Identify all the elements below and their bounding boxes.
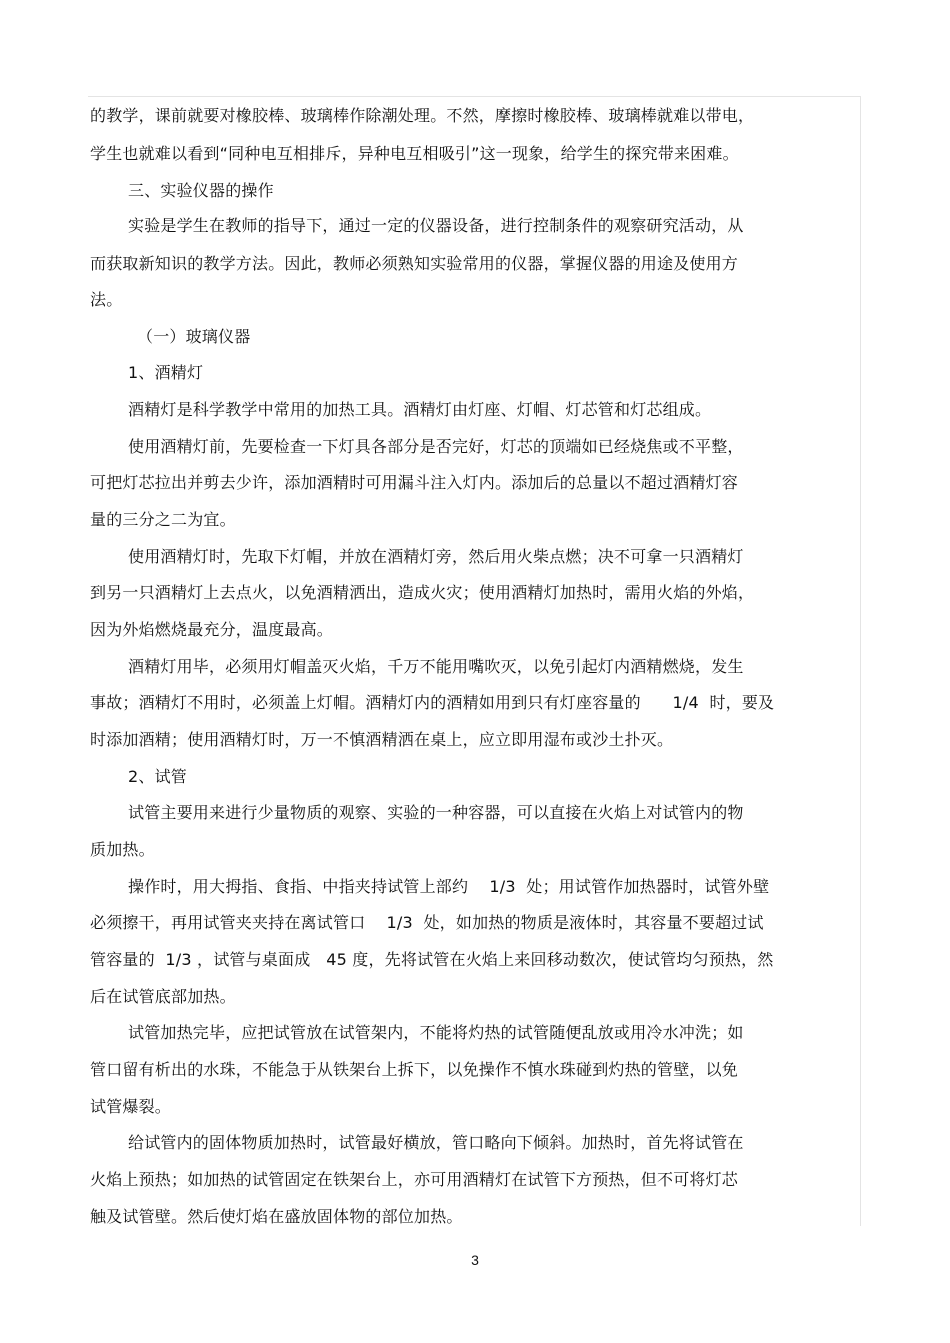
text-line: 使用酒精灯前，先要检查一下灯具各部分是否完好，灯芯的顶端如已经烧焦或不平整，	[128, 437, 744, 456]
subsection-heading: （一）玻璃仪器	[137, 327, 251, 346]
text-line: 后在试管底部加热。	[90, 987, 236, 1006]
text-line: 到另一只酒精灯上去点火，以免酒精洒出，造成火灾；使用酒精灯加热时，需用火焰的外焰，	[90, 583, 755, 602]
section-heading: 三、实验仪器的操作	[128, 181, 274, 200]
text-line: 触及试管壁。然后使灯焰在盛放固体物的部位加热。	[90, 1207, 463, 1226]
text-line: 而获取新知识的教学方法。因此，教师必须熟知实验常用的仪器，掌握仪器的用途及使用方	[90, 254, 739, 273]
text-line: 给试管内的固体物质加热时，试管最好横放，管口略向下倾斜。加热时，首先将试管在	[128, 1133, 744, 1152]
text-line: 试管爆裂。	[90, 1097, 172, 1116]
text-line: 酒精灯用毕，必须用灯帽盖灭火焰，千万不能用嘴吹灭，以免引起灯内酒精燃烧，发生	[128, 657, 744, 676]
text-line: 的教学，课前就要对橡胶棒、玻璃棒作除潮处理。不然，摩擦时橡胶棒、玻璃棒就难以带电，	[90, 106, 755, 125]
text-line: 试管主要用来进行少量物质的观察、实验的一种容器，可以直接在火焰上对试管内的物	[128, 803, 744, 822]
item-heading: 2、试管	[128, 767, 187, 786]
item-heading: 1、酒精灯	[128, 363, 204, 382]
text-line: 使用酒精灯时，先取下灯帽，并放在酒精灯旁，然后用火柴点燃；决不可拿一只酒精灯	[128, 547, 744, 566]
text-line: 因为外焰燃烧最充分，温度最高。	[90, 620, 334, 639]
text-line: 酒精灯是科学教学中常用的加热工具。酒精灯由灯座、灯帽、灯芯管和灯芯组成。	[128, 400, 712, 419]
text-line: 管容量的 1/3 ，试管与桌面成 45 度，先将试管在火焰上来回移动数次，使试管均匀预热，然	[90, 950, 774, 969]
text-line: 实验是学生在教师的指导下，通过一定的仪器设备，进行控制条件的观察研究活动，从	[128, 216, 744, 235]
text-line: 管口留有析出的水珠，不能急于从铁架台上拆下，以免操作不慎水珠碰到灼热的管壁，以免	[90, 1060, 739, 1079]
text-line: 学生也就难以看到“同种电互相排斥，异种电互相吸引”这一现象，给学生的探究带来困难。	[90, 144, 739, 163]
text-line: 事故；酒精灯不用时，必须盖上灯帽。酒精灯内的酒精如用到只有灯座容量的 1/4 时，要及	[90, 693, 775, 712]
text-line: 质加热。	[90, 840, 155, 859]
text-line: 试管加热完毕，应把试管放在试管架内，不能将灼热的试管随便乱放或用冷水冲洗；如	[128, 1023, 744, 1042]
text-line: 可把灯芯拉出并剪去少许，添加酒精时可用漏斗注入灯内。添加后的总量以不超过酒精灯容	[90, 473, 739, 492]
text-line: 法。	[90, 290, 123, 309]
text-line: 量的三分之二为宜。	[90, 510, 236, 529]
text-line: 时添加酒精；使用酒精灯时，万一不慎酒精洒在桌上，应立即用湿布或沙土扑灭。	[90, 730, 674, 749]
page-number: 3	[471, 1252, 479, 1268]
text-line: 必须擦干，再用试管夹夹持在离试管口 1/3 处，如加热的物质是液体时，其容量不要超过试	[90, 913, 764, 932]
text-line: 火焰上预热；如加热的试管固定在铁架台上，亦可用酒精灯在试管下方预热，但不可将灯芯	[90, 1170, 739, 1189]
text-line: 操作时，用大拇指、食指、中指夹持试管上部约 1/3 处；用试管作加热器时，试管外壁	[128, 877, 770, 896]
